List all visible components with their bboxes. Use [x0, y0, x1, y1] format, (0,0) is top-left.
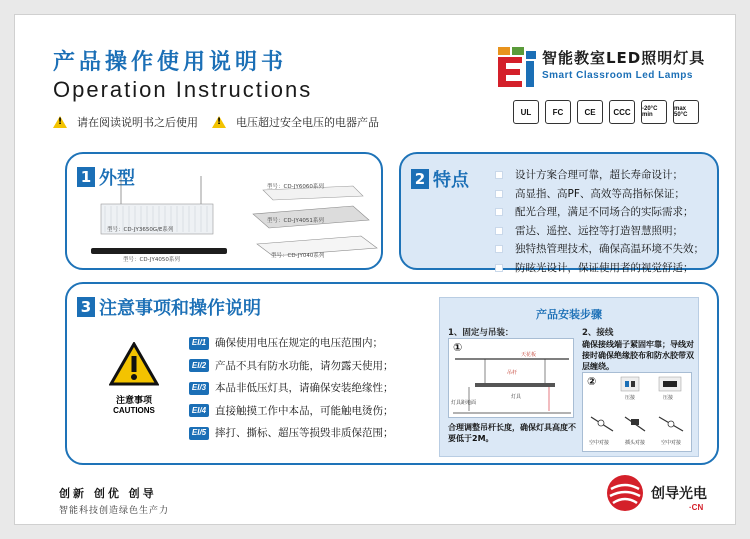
- section-notes: [65, 282, 719, 465]
- ei-tag-icon: EI / 4: [189, 404, 209, 417]
- step-2-title: 2、接线: [582, 328, 614, 338]
- list-item: 防眩光设计，保证使用者的视觉舒适；: [495, 259, 704, 278]
- ccc-cert-icon: CCC: [609, 100, 635, 124]
- brand: [498, 45, 738, 95]
- model-label: 型号：CD-JY4050系列: [123, 257, 180, 263]
- section-3-header: [77, 294, 261, 320]
- ce-cert-icon: CE: [577, 100, 603, 124]
- ei-tag-icon: EI / 5: [189, 427, 209, 440]
- section-title: 外型: [99, 168, 135, 189]
- list-item: 高显指、高PF、高效等高指标保证；: [495, 185, 704, 204]
- list-item: 独特热管理技术，确保高温环境不失效；: [495, 240, 704, 259]
- page-title: 产品操作使用说明书: [53, 50, 288, 75]
- list-item: EI / 4 直接触摸工作中本品，可能触电烫伤；: [189, 400, 394, 423]
- fc-cert-icon: FC: [545, 100, 571, 124]
- min-temp-icon: -20°C min: [641, 100, 667, 124]
- section-number: 1: [77, 167, 95, 187]
- bullet-icon: [495, 171, 503, 179]
- ceiling-label: 天花板: [521, 352, 537, 358]
- height-label: 灯具距地面: [451, 400, 477, 406]
- warning-text-1: 请在阅读说明书之后使用: [77, 116, 198, 129]
- model-label: 型号：CD-JY6060系列: [267, 184, 324, 190]
- install-steps-panel: [439, 297, 699, 457]
- section-number: 2: [411, 169, 429, 189]
- rod-label: 吊杆: [507, 370, 518, 376]
- warning-icon: [53, 116, 67, 128]
- hanging-diagram: [448, 338, 574, 418]
- step-1-title: 1、固定与吊装：: [448, 328, 514, 338]
- list-item: EI / 3 本品非低压灯具，请确保安装绝缘性；: [189, 377, 394, 400]
- insulation-label: 压接: [625, 395, 636, 401]
- ei-tag-icon: EI / 1: [189, 337, 209, 350]
- warning-icon: [212, 116, 226, 128]
- bullet-icon: [495, 208, 503, 216]
- max-temp-icon: max 50°C: [673, 100, 699, 124]
- slogan-sub: 智能科技创造绿色生产力: [59, 506, 170, 516]
- hanging-diagram-svg: [449, 339, 575, 419]
- diagram-number: ②: [587, 375, 597, 388]
- connect-label: 空中对接: [589, 440, 610, 446]
- bullet-icon: [495, 264, 503, 272]
- list-item: 雷达、遥控、远控等打造智慧照明；: [495, 222, 704, 241]
- ei-tag-icon: EI / 3: [189, 382, 209, 395]
- install-title: 产品安装步骤: [536, 308, 602, 321]
- section-features: [399, 152, 719, 274]
- page-title-en: Operation Instructions: [53, 77, 313, 102]
- slogan: 创新 创优 创导: [59, 487, 157, 500]
- brand-name-en: Smart Classroom Led Lamps: [542, 70, 693, 81]
- model-label: 型号：CD-JY040系列: [271, 253, 325, 259]
- tape-label: 压接: [663, 395, 674, 401]
- model-label: 型号：CD-JY4051系列: [267, 218, 324, 224]
- ei-tag-icon: EI / 2: [189, 359, 209, 372]
- bullet-icon: [495, 245, 503, 253]
- warnings: [53, 114, 379, 130]
- list-item: 配光合理，满足不同场合的实际需求；: [495, 203, 704, 222]
- bullet-icon: [495, 227, 503, 235]
- ul-cert-icon: UL: [513, 100, 539, 124]
- section-title: 注意事项和操作说明: [99, 298, 261, 319]
- lamp-label: 灯具: [511, 394, 522, 400]
- brand-name: 智能教室LED照明灯具: [542, 49, 706, 67]
- section-appearance: [65, 152, 383, 270]
- caution-sign: [103, 342, 165, 415]
- section-title: 特点: [433, 170, 469, 191]
- section-number: 3: [77, 297, 95, 317]
- manual-page: [14, 14, 736, 525]
- company-logo-icon: [605, 473, 645, 513]
- diagram-number: ①: [453, 341, 463, 354]
- feature-list: [495, 166, 704, 277]
- section-2-header: [411, 166, 469, 192]
- step-1-desc: 合理调整吊杆长度，确保灯具高度不要低于2M。: [448, 423, 576, 443]
- caution-label-en: CAUTIONS: [113, 406, 155, 415]
- model-label: 型号：CD-JY3650G/E系列: [107, 227, 174, 233]
- step-2-desc: 确保接线端子紧固牢靠；导线对接时确保绝缘胶布和防水胶带双层缠绕。: [582, 340, 694, 371]
- warning-text-2: 电压超过安全电压的电器产品: [236, 116, 379, 129]
- list-item: EI / 5 摔打、撕标、超压等损毁非质保范围；: [189, 422, 394, 445]
- brand-logo-icon: [498, 47, 538, 87]
- caution-icon: [109, 342, 159, 386]
- list-item: 设计方案合理可靠，超长寿命设计；: [495, 166, 704, 185]
- connect-label: 插头对接: [625, 440, 646, 446]
- company-domain: ·CN: [689, 503, 704, 512]
- company-logo: [605, 473, 725, 517]
- list-item: EI / 2 产品不具有防水功能，请勿露天使用；: [189, 355, 394, 378]
- connect-label: 空中对接: [661, 440, 682, 446]
- cert-badges: [513, 100, 699, 124]
- caution-label: 注意事项: [115, 396, 152, 406]
- bullet-icon: [495, 190, 503, 198]
- notes-list: [189, 332, 394, 445]
- company-name: 创导光电: [651, 486, 707, 502]
- wiring-diagram: [582, 372, 692, 452]
- list-item: EI / 1 确保使用电压在规定的电压范围内；: [189, 332, 394, 355]
